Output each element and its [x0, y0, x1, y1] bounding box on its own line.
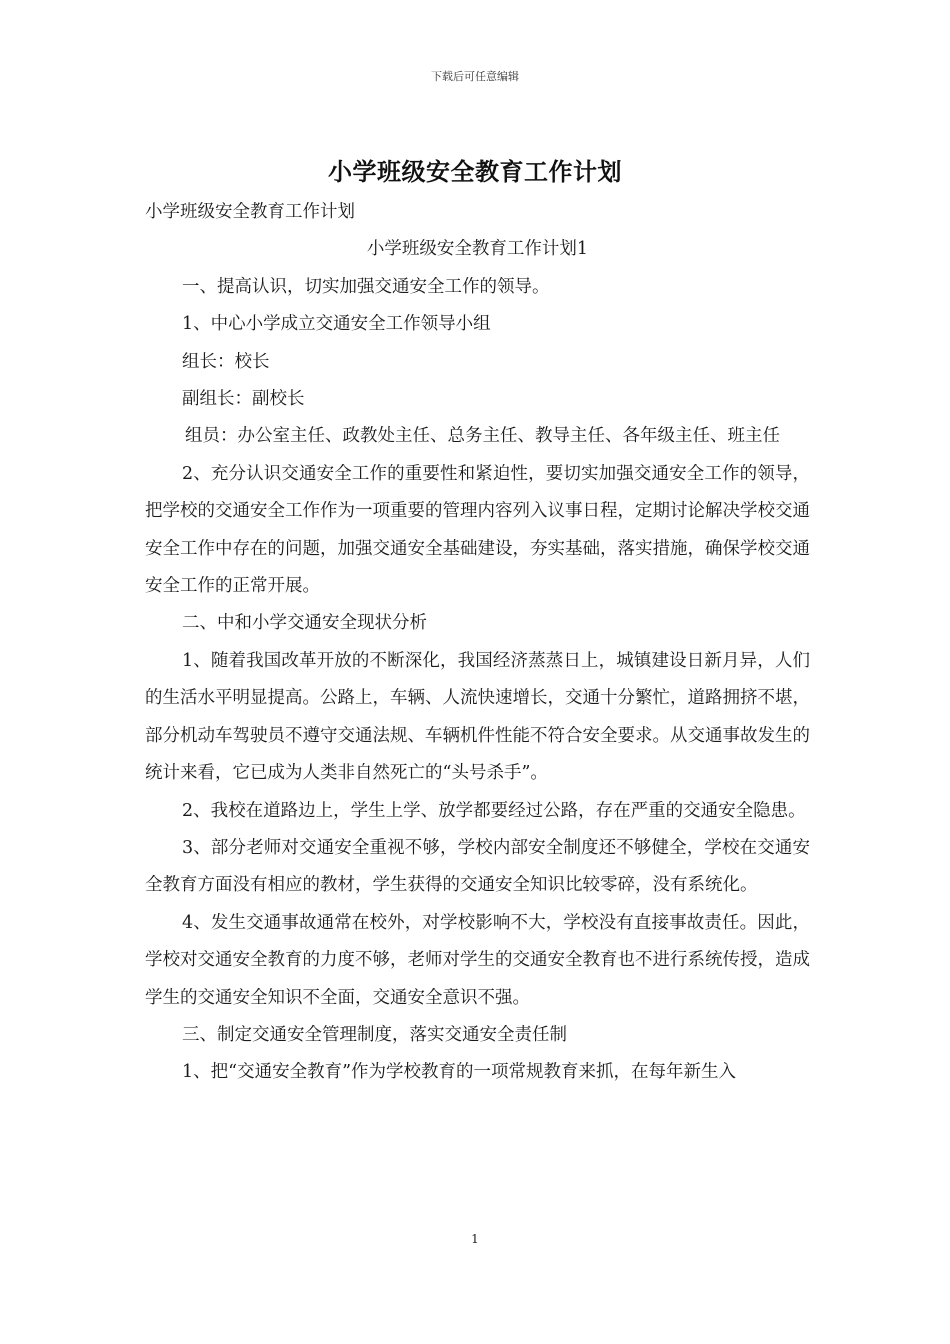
- paragraph: 4、发生交通事故通常在校外，对学校影响不大，学校没有直接事故责任。因此，学校对交通安全教育的力度不够，老师对学生的交通安全教育也不进行系统传授，造成学生的交通安全知识不全面，交通安全意识不强。: [145, 912, 810, 1008]
- header-note: 下载后可任意编辑: [431, 70, 519, 83]
- page-number: 1: [471, 1232, 479, 1246]
- paragraph: 二、中和小学交通安全现状分析: [182, 613, 427, 634]
- section-heading: 小学班级安全教育工作计划1: [366, 239, 589, 260]
- paragraph: 三、制定交通安全管理制度，落实交通安全责任制: [182, 1024, 567, 1045]
- paragraph: 2、我校在道路边上，学生上学、放学都要经过公路，存在严重的交通安全隐患。: [182, 800, 806, 821]
- document-title: 小学班级安全教育工作计划: [328, 157, 622, 186]
- paragraph: 1、随着我国改革开放的不断深化，我国经济蒸蒸日上，城镇建设日新月异，人们的生活水平明显提高。公路上，车辆、人流快速增长，交通十分繁忙，道路拥挤不堪，部分机动车驾驶员不遵守交通法规、车辆机件性能不符合安全要求。从交通事故发生的统计来看，它已成为人类非自然死亡的“头号杀手”。: [145, 650, 810, 784]
- paragraph: 小学班级安全教育工作计划: [145, 202, 355, 222]
- document-body: [145, 194, 810, 1092]
- paragraph: 一、提高认识，切实加强交通安全工作的领导。: [182, 276, 550, 297]
- paragraph: 3、部分老师对交通安全重视不够，学校内部安全制度还不够健全，学校在交通安全教育方面没有相应的教材，学生获得的交通安全知识比较零碎，没有系统化。: [145, 837, 810, 896]
- paragraph: 副组长：副校长: [182, 389, 305, 410]
- paragraph: 2、充分认识交通安全工作的重要性和紧迫性，要切实加强交通安全工作的领导，把学校的交通安全工作作为一项重要的管理内容列入议事日程，定期讨论解决学校交通安全工作中存在的问题，加强交通安全基础建设，夯实基础，落实措施，确保学校交通安全工作的正常开展。: [145, 463, 810, 597]
- paragraph: 1、把“交通安全教育”作为学校教育的一项常规教育来抓，在每年新生入: [182, 1062, 737, 1083]
- paragraph: 组员：办公室主任、政教处主任、总务主任、教导主任、各年级主任、班主任: [185, 426, 780, 447]
- paragraph: 1、中心小学成立交通安全工作领导小组: [182, 314, 491, 335]
- paragraph: 组长：校长: [182, 351, 270, 372]
